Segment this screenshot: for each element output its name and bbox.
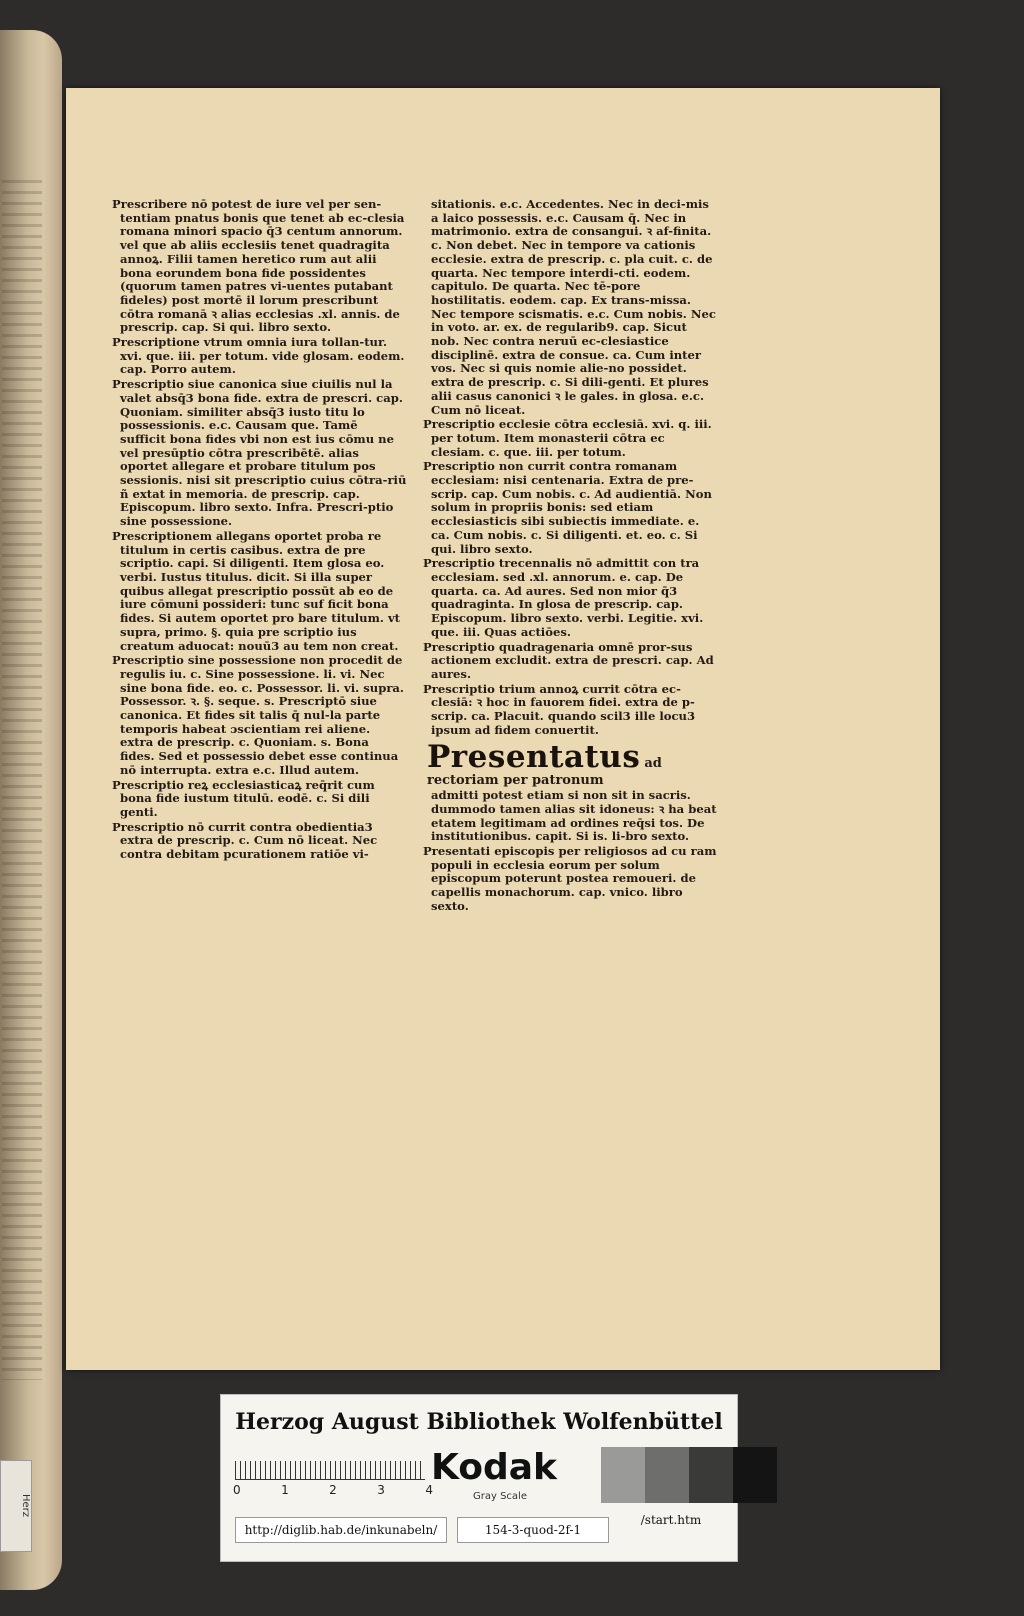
headword: Presentatus [427, 739, 641, 776]
index-entry: Prescriptio ecclesie cōtra ecclesiā. xvi. q. iii. per totum. Item monasterii cōtra ec clesiam. c. que. iii. per totum. [423, 417, 712, 459]
index-entry: Prescribere nō potest de iure vel per sen-tentiam pnatus bonis que tenet ab ec-clesia romana minori spacio q̄3 centum annorum. vel que ab aliis ecclesiis tenet quadragita annoꝝ. Filii tamen heretico rum aut alii bona eorundem bona fide possidentes (quorum tamen patres vi-uentes putabant fideles) post mortē il lorum prescribunt cōtra romanā ꝛ alias ecclesias .xl. annis. de prescrip. cap. Si qui. libro sexto. [112, 197, 405, 335]
index-entry: Prescriptio quadragenaria omnē pror-sus actionem excludit. extra de prescri. cap. Ad aures. [423, 639, 714, 681]
gray-swatch [733, 1447, 777, 1503]
source-url: http://diglib.hab.de/inkunabeln/ [235, 1517, 447, 1543]
start-path: /start.htm [640, 1513, 702, 1527]
gray-swatch [645, 1447, 689, 1503]
index-entry: admitti potest etiam si non sit in sacris. dummodo tamen alias sit idoneus: ꝛ ha beat etatem legitimam ad ordines req̄si tos. De institutionibus. capit. Si is. li-bro sexto. [431, 788, 717, 844]
index-entry: Prescriptio non currit contra romanam ecclesiam: nisi centenaria. Extra de pre-scrip. cap. Cum nobis. c. Ad audientiā. Non solum in propriis bonis: sed etiam ecclesiasticis sibi subiectis immediate. e. ca. Cum nobis. c. Si diligenti. et. eo. c. Si qui. libro sexto. [423, 459, 712, 556]
spine-label: Herz [0, 1460, 32, 1552]
ruler [235, 1449, 425, 1480]
page-leaf [66, 88, 940, 1370]
shelfmark: 154-3-quod-2f-1 [457, 1517, 609, 1543]
index-entry: Prescriptio trium annoꝝ currit cōtra ec-clesiā: ꝛ hoc in fauorem fidei. extra de p-scrip. ca. Placuit. quando scil3 ille locu3 ipsum ad fidem conuertit. [423, 681, 696, 737]
index-entry: sitationis. e.c. Accedentes. Nec in deci-mis a laico possessis. e.c. Causam q̄. Nec in matrimonio. extra de consangui. ꝛ af-finita. c. Non debet. Nec in tempore va cationis ecclesie. extra de prescrip. c. pla cuit. c. de quarta. Nec tempore interdi-cti. eodem. capitulo. De quarta. Nec tē-pore hostilitatis. eodem. cap. Ex trans-missa. Nec tempore scismatis. e.c. Cum nobis. Nec in voto. ar. ex. de regularib9. cap. Sicut nob. Nec contra neruū ec-clesiastice disciplinē. extra de consue. ca. Cum inter vos. Nec si quis nomie alie-no possidet. extra de prescrip. c. Si dili-genti. Et plures alii casus canonici ꝛ le gales. in glosa. e.c. Cum nō liceat. [431, 197, 716, 417]
gray-swatches [601, 1447, 777, 1503]
index-entry: Prescriptio reꝝ ecclesiasticaꝝ req̄rit cum bona fide iustum titulū. eodē. c. Si dili genti. [112, 777, 375, 819]
column-left [112, 198, 407, 863]
ruler-number: 1 [281, 1483, 289, 1497]
gray-scale-label: Gray Scale [473, 1491, 527, 1502]
index-entry: Prescriptio trecennalis nō admittit con tra ecclesiam. sed .xl. annorum. e. cap. De quarta. ca. Ad aures. Sed non mior q̄3 quadraginta. In glosa de prescrip. cap. Episcopum. libro sexto. verbi. Legitie. xvi. que. iii. Quas actiōes. [423, 556, 704, 639]
ruler-number: 2 [329, 1483, 337, 1497]
color-target-card [220, 1394, 738, 1562]
left-page-edge [0, 30, 62, 1590]
ruler-numbers [233, 1483, 433, 1497]
headword-block [423, 740, 718, 788]
gray-swatch [689, 1447, 733, 1503]
gray-swatch [601, 1447, 645, 1503]
library-title: Herzog August Bibliothek Wolfenbüttel [235, 1409, 723, 1435]
column-right [423, 198, 718, 914]
index-entry: Prescriptio nō currit contra obedientia3 extra de prescrip. c. Cum nō liceat. Nec contra debitam pcurationem ratiōe vi- [112, 819, 378, 862]
index-entry: Prescriptione vtrum omnia iura tollan-tur. xvi. que. iii. per totum. vide glosam. eodem. cap. Porro autem. [112, 335, 405, 377]
ruler-number: 4 [425, 1483, 433, 1497]
index-entry: Prescriptionem allegans oportet proba re titulum in certis casibus. extra de pre scriptio. capi. Si diligenti. Item glosa eo. verbi. Iustus titulus. dicit. Si illa super quibus allegat prescriptio possūt ab eo de iure cōmuni possideri: tunc suf ficit bona fides. Si autem oportet pro bare titulum. vt supra, primo. §. quia pre scriptio ius creatum aduocat: nouū3 au tem non creat. [112, 528, 401, 653]
headword-tail: ad rectoriam per patronum [427, 756, 662, 789]
index-entry: Presentati episcopis per religiosos ad cu ram populi in ecclesia eorum per solum episcopum poterunt postea remoueri. de capellis monachorum. cap. vnico. libro sexto. [423, 843, 717, 913]
index-entry: Prescriptio sine possessione non procedit de regulis iu. c. Sine possessione. li. vi. Nec sine bona fide. eo. c. Possessor. li. vi. supra. Possessor. ꝛ. §. seque. s. Prescriptō siue canonica. Et fides sit talis q̄ nul-la parte temporis habeat ɔscientiam rei aliene. extra de prescrip. c. Quoniam. s. Bona fides. Sed et possessio debet esse continua nō interrupta. extra e.c. Illud autem. [112, 653, 404, 777]
index-entry: Prescriptio siue canonica siue ciuilis nul la valet absq̄3 bona fide. extra de prescri. cap. Quoniam. similiter absq̄3 iusto titu lo possessionis. e.c. Causam que. Tamē sufficit bona fides vbi non est ius cōmu ne vel presūptio cōtra prescribētē. alias oportet allegare et probare titulum pos sessionis. nisi sit prescriptio cuius cōtra-riū ñ extat in memoria. de prescrip. cap. Episcopum. libro sexto. Infra. Prescri-ptio sine possessione. [112, 377, 407, 529]
ruler-number: 3 [377, 1483, 385, 1497]
ruler-number: 0 [233, 1483, 241, 1497]
left-page-text-bleed [2, 180, 42, 1380]
kodak-logo: Kodak [431, 1447, 557, 1488]
